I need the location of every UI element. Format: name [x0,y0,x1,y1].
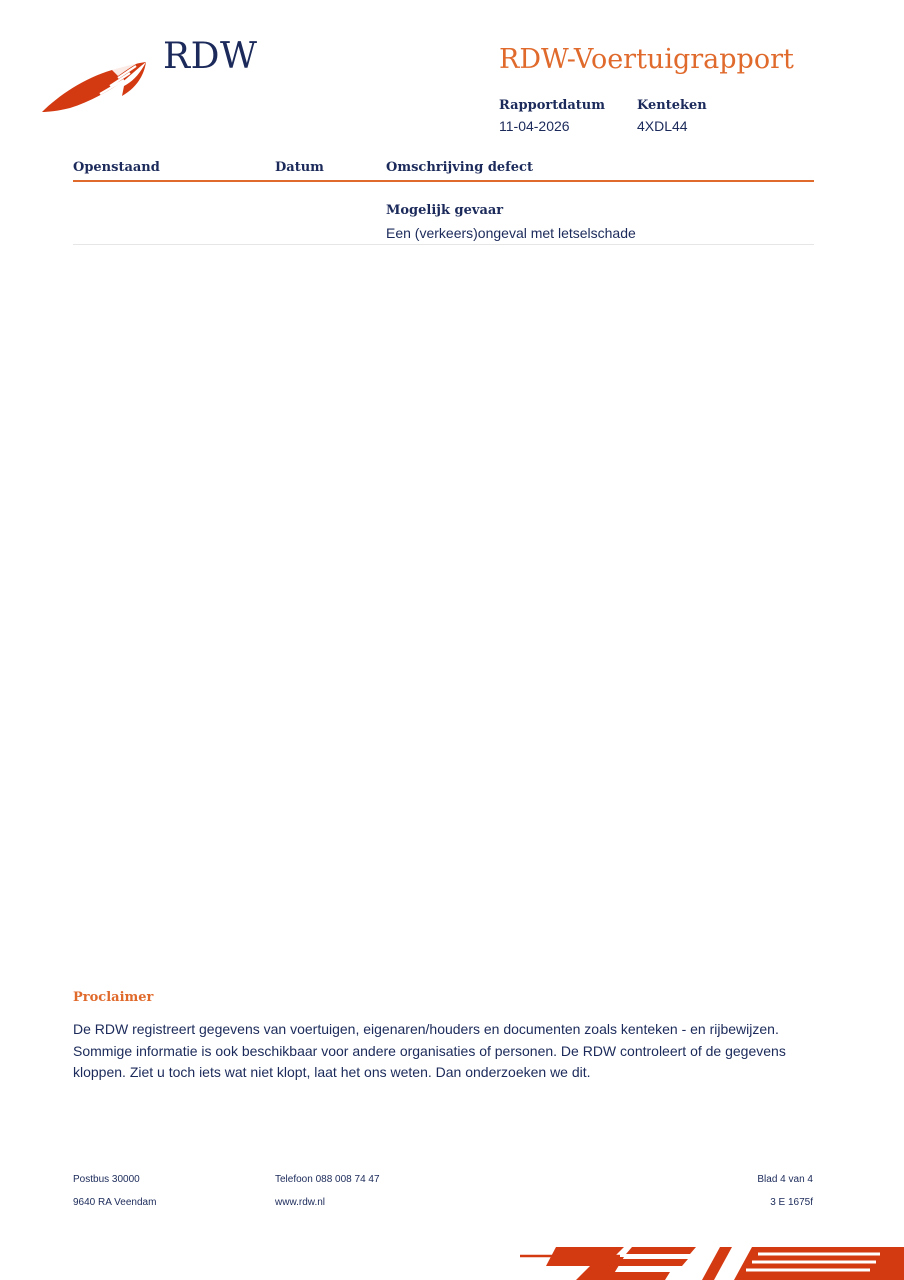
proclaimer-title: Proclaimer [73,990,154,1005]
footer-address-line1: Postbus 30000 [73,1174,140,1185]
plate-value: 4XDL44 [637,118,688,134]
danger-description: Een (verkeers)ongeval met letselschade [386,225,636,241]
column-header-omschrijving: Omschrijving defect [386,160,533,175]
footer-code: 3 E 1675f [770,1197,813,1208]
rdw-logo-mark [40,56,150,114]
proclaimer-body: De RDW registreert gegevens van voertuigen, eigenaren/houders en documenten zoals kenteken - en rijbewijzen. Sommige informatie is ook beschikbaar voor andere organisaties of personen. De RDW controleert of de gegevens kloppen. Ziet u toch iets wat niet klopt, laat het ons weten. Dan onderzoeken we dit. [73,1021,786,1080]
report-date-value: 11-04-2026 [499,118,570,134]
table-row-divider [73,244,814,245]
footer-address-line2: 9640 RA Veendam [73,1197,157,1208]
column-header-datum: Datum [275,160,324,175]
footer-phone: Telefoon 088 008 74 47 [275,1174,380,1185]
danger-label: Mogelijk gevaar [386,203,504,218]
report-date-label: Rapportdatum [499,98,605,113]
column-header-openstaand: Openstaand [73,160,160,175]
document-title: RDW-Voertuigrapport [499,44,794,75]
footer-stripes-graphic [520,1244,904,1280]
logo-text: RDW [163,36,258,77]
footer-website[interactable]: www.rdw.nl [275,1197,326,1208]
footer-page-number: Blad 4 van 4 [757,1174,813,1185]
plate-label: Kenteken [637,98,707,113]
table-header-divider [73,180,814,182]
